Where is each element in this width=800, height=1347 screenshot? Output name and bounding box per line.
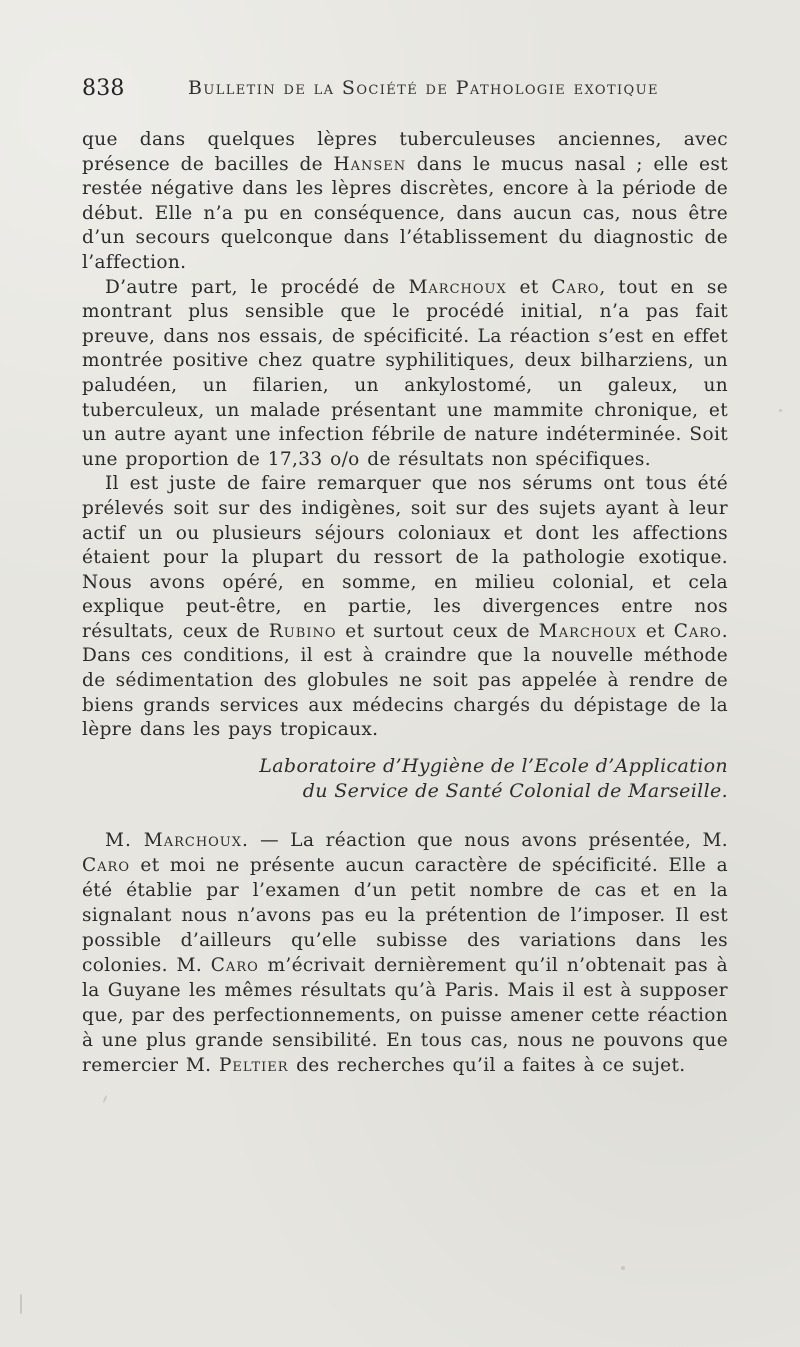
- running-title: Bulletin de la Société de Pathologie exotique: [188, 77, 659, 99]
- comment-text-4: des recherches qu’il a faites à ce sujet.: [288, 1055, 686, 1076]
- paragraph-1-text: que dans quelques lèpres tuberculeuses anciennes, avec présence de bacilles de: [82, 129, 728, 175]
- affiliation-line-1: Laboratoire d’Hygiène de l’Ecole d’Application: [259, 755, 728, 777]
- comment-text-2: et moi ne présente aucun caractère de spécificité. Elle a été établie par l’examen d’un petit nombre de cas et en la signalant nous n’avons pas eu la prétention de l’imposer. Il est possible d’ailleurs qu’elle subisse des variations dans les colonies. M.: [82, 855, 728, 976]
- page-number: 838: [82, 75, 125, 101]
- page-header: [82, 76, 732, 100]
- laboratory-affiliation: [252, 754, 728, 804]
- paper-speck: [779, 409, 782, 412]
- paragraph-3-connector-1: et surtout ceux de: [336, 620, 539, 642]
- paragraph-3: [82, 472, 728, 743]
- author-name-marchoux: Marchoux: [408, 276, 507, 298]
- comment-name-caro-second: Caro: [210, 955, 259, 976]
- comment-name-caro: Caro: [82, 855, 130, 876]
- paragraph-1: [82, 128, 728, 276]
- paragraph-1-end: dans le mucus nasal ; elle est restée négative dans les lèpres discrètes, encore à la période de début. Elle n’a pu en conséquence, dans aucun cas, nous être d’un secours quelconque dans l’établissement du diagnostic de l’affection.: [82, 153, 728, 273]
- author-name-caro-second: Caro: [673, 620, 722, 642]
- paragraph-2-connector: et: [506, 276, 552, 298]
- paragraph-2-end: , tout en se montrant plus sensible que le procédé initial, n’a pas fait preuve, dans nos essais, de spécificité. La réaction s’est en effet montrée positive chez quatre syphilitiques, deux bilharziens, un paludéen, un filarien, un ankylostomé, un galeux, un tuberculeux, un malade présentant une mammite chronique, et un autre ayant une infection fébrile de nature indéterminée. Soit une proportion de 17,33 o/o de résultats non spécifiques.: [82, 276, 729, 470]
- paragraph-2: [82, 276, 728, 473]
- paper-speck: [102, 1095, 107, 1103]
- author-name-caro: Caro: [551, 276, 600, 298]
- paragraph-2-start: D’autre part, le procédé de: [105, 276, 409, 298]
- comment-text-3: m’écrivait dernièrement qu’il n’obtenait pas à la Guyane les mêmes résultats qu’à Paris. Mais il est à supposer que, par des perfectionnements, on puisse amener cette réaction à une plus grande sensibilité. En tous cas, nous ne pouvons que remercier M.: [82, 955, 728, 1076]
- author-name-rubino: Rubino: [268, 620, 337, 642]
- comment-name-peltier: Peltier: [218, 1055, 289, 1076]
- affiliation-line-2: du Service de Santé Colonial de Marseille.: [302, 780, 728, 802]
- comment-text-1: — La réaction que nous avons présentée, M.: [248, 830, 728, 851]
- comment-speaker: M. Marchoux.: [105, 830, 249, 851]
- paragraph-3-connector-2: et: [637, 620, 674, 642]
- author-name-marchoux-second: Marchoux: [538, 620, 638, 642]
- discussion-comment: [82, 828, 728, 1078]
- paragraph-3-start: Il est juste de faire remarquer que nos sérums ont tous été prélevés soit sur des indigènes, soit sur des sujets ayant à leur actif un ou plusieurs séjours coloniaux et dont les affections étaient pour la plupart du ressort de la pathologie exotique. Nous avons opéré, en somme, en milieu colonial, et cela explique peut-être, en partie, les divergences entre nos résultats, ceux de: [82, 473, 728, 642]
- comment-paragraph: [82, 828, 728, 1078]
- paper-speck: [20, 1294, 22, 1314]
- paragraph-3-end: . Dans ces conditions, il est à craindre que la nouvelle méthode de sédimentation des globules ne soit pas appelée à rendre de biens grands services aux médecins chargés du dépistage de la lèpre dans les pays tropicaux.: [82, 620, 728, 741]
- main-text: [82, 128, 728, 743]
- author-name-hansen: Hansen: [333, 153, 407, 175]
- paper-speck: [621, 1266, 625, 1270]
